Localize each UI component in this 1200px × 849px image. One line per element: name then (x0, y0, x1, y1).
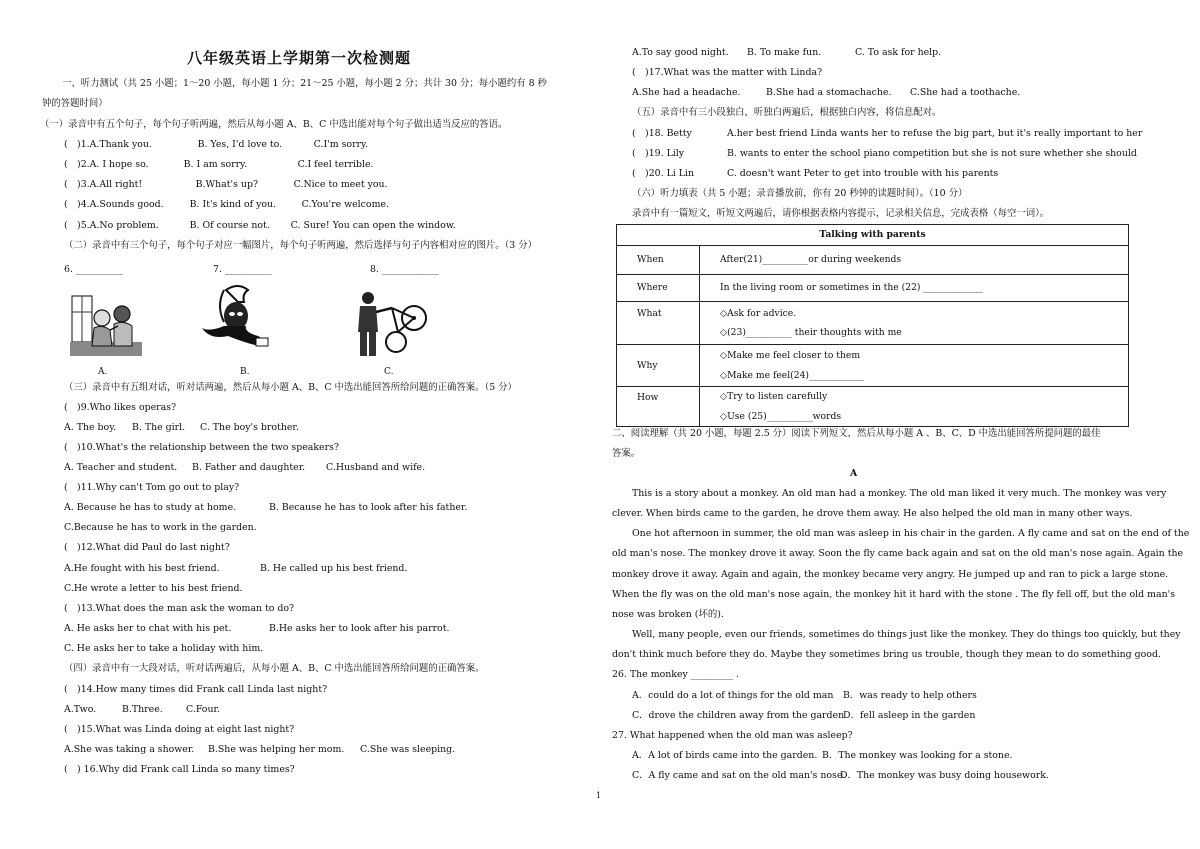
option-c: C.You're welcome. (301, 199, 389, 210)
why-item-2: ◇Make me feel(24)____________ (720, 369, 865, 381)
question-12-options (64, 559, 407, 579)
part-2-title-cont: 答案。 (612, 448, 641, 459)
passage-paragraph-3-cont: don't think much before they do. Maybe they sometimes bring us trouble, though they mean to do something good. (612, 649, 1161, 660)
option-a: A. The boy. (64, 422, 117, 433)
option-a: A．A lot of birds came into the garden. (632, 750, 818, 761)
question-26: 26. The monkey _________ . (612, 669, 739, 680)
question-27-options-ab (632, 746, 1013, 766)
passage-paragraph-2-cont: nose was broken (坏的). (612, 609, 724, 620)
passage-paragraph-2-cont: When the fly was on the old man's nose again, the monkey hit it hard with the stone . The fly fell off, but the old man's (612, 589, 1176, 600)
question-2 (64, 155, 374, 175)
option-b: B. Father and daughter. (192, 462, 306, 473)
question-number: ( )2. (64, 159, 90, 170)
question-number: ( )20. Li Lin (632, 168, 695, 179)
option-a: A. I hope so. (89, 159, 149, 170)
option-c: C．drove the children away from the garden (632, 710, 845, 721)
listening-intro-cont: 钟的答题时间） (42, 98, 108, 109)
question-16: ( ) 16.Why did Frank call Linda so many times? (64, 764, 295, 775)
question-4 (64, 195, 389, 215)
question-12-option-c: C.He wrote a letter to his best friend. (64, 583, 243, 594)
passage-paragraph-1-cont: clever. When birds came to the garden, he drove them away. He also helped the old man in many other ways. (612, 508, 1133, 519)
option-a: A．could do a lot of things for the old man (632, 690, 834, 701)
what-item-2: ◇(23)__________ their thoughts with me (720, 327, 902, 338)
section-3-title: （三）录音中有五组对话，听对话两遍，然后从每小题 A、B、C 中选出能回答所给问题的正确答案。（5 分） (64, 382, 517, 393)
option-a: A.All right! (89, 179, 143, 190)
question-26-options-cd (632, 706, 975, 726)
option-b: B. He called up his best friend. (260, 563, 408, 574)
row-value-how (700, 387, 1129, 427)
picture-a-children-image (70, 294, 142, 356)
question-9: ( )9.Who likes operas? (64, 402, 177, 413)
question-13-option-c: C. He asks her to take a holiday with him. (64, 643, 264, 654)
option-c: C.Four. (186, 704, 220, 715)
question-15: ( )15.What was Linda doing at eight last night? (64, 724, 295, 735)
row-label-why: Why (617, 345, 700, 387)
option-a: A.To say good night. (632, 47, 729, 58)
row-value-what (700, 302, 1129, 345)
blank-7: 7. __________ (213, 264, 272, 275)
option-c: C.I feel terrible. (297, 159, 374, 170)
section-1-title: （一）录音中有五个句子，每个句子听两遍，然后从每小题 A、B、C 中选出能对每个句子做出适当反应的答语。 (40, 119, 508, 130)
option-d: D．The monkey was busy doing housework. (840, 770, 1049, 781)
option-c: C.She was sleeping. (360, 744, 456, 755)
passage-label: A (850, 468, 858, 479)
passage-paragraph-2: One hot afternoon in summer, the old man was asleep in his chair in the garden. A fly came and sat on the end of the (632, 528, 1190, 539)
option-a: A. Because he has to study at home. (64, 502, 237, 513)
option-c: C. The boy's brother. (200, 422, 299, 433)
option-a: A.No problem. (89, 220, 159, 231)
passage-paragraph-3: Well, many people, even our friends, sometimes do things just like the monkey. They do things too quickly, but they (632, 629, 1181, 640)
option-c: C.Husband and wife. (326, 462, 426, 473)
option-a: A.Two. (64, 704, 97, 715)
option-a: A. He asks her to chat with his pet. (64, 623, 232, 634)
question-17-options (632, 83, 1020, 103)
row-label-what: What (617, 302, 700, 345)
picture-a-label: A. (98, 367, 108, 377)
table-header: Talking with parents (617, 225, 1129, 246)
question-11: ( )11.Why can't Tom go out to play? (64, 482, 240, 493)
option-d: D．fell asleep in the garden (843, 710, 976, 721)
option-c: C.I'm sorry. (313, 139, 369, 150)
question-number: ( )18. Betty (632, 128, 692, 139)
section-6-instructions: 录音中有一篇短文，听短文两遍后，请你根据表格内容提示，记录相关信息，完成表格（每空一词）。 (632, 208, 1050, 219)
question-19 (632, 144, 1137, 164)
option-b: B.She was helping her mom. (208, 744, 345, 755)
question-12: ( )12.What did Paul do last night? (64, 542, 230, 553)
option-a: A.Thank you. (89, 139, 152, 150)
option-c: C.She had a toothache. (910, 87, 1021, 98)
what-item-1: ◇Ask for advice. (720, 307, 797, 319)
question-20 (632, 164, 998, 184)
row-label-when: When (617, 246, 700, 275)
section-2-title: （二）录音中有三个句子，每个句子对应一幅图片，每个句子听两遍，然后选择与句子内容相对应的图片。（3 分） (64, 240, 538, 251)
picture-b-label: B. (240, 367, 250, 377)
picture-b-figure-image (198, 282, 272, 358)
question-number: ( )1. (64, 139, 90, 150)
option-c: C.Nice to meet you. (293, 179, 388, 190)
question-5 (64, 216, 456, 236)
option-a: A.He fought with his best friend. (64, 563, 220, 574)
option-b: B．The monkey was looking for a stone. (822, 750, 1013, 761)
question-27: 27. What happened when the old man was asleep? (612, 730, 853, 741)
question-11-option-c: C.Because he has to work in the garden. (64, 522, 257, 533)
option-b: B.He asks her to look after his parrot. (269, 623, 450, 634)
option-b: B.What's up? (195, 179, 258, 190)
option-c: C. To ask for help. (855, 47, 942, 58)
picture-c-label: C. (384, 367, 394, 377)
option-a: A.She was taking a shower. (64, 744, 195, 755)
row-value-where: In the living room or sometimes in the (22) _____________ (700, 275, 1129, 302)
match-option-a: A.her best friend Linda wants her to refuse the big part, but it's really important to her (727, 128, 1143, 139)
question-1 (64, 135, 368, 155)
question-number: ( )19. Lily (632, 148, 685, 159)
picture-c-bicycle-image (352, 288, 430, 358)
question-15-options (64, 740, 455, 760)
row-label-how: How (617, 387, 700, 427)
section-5-title: （五）录音中有三小段独白，听独白两遍后，根据独白内容，将信息配对。 (632, 107, 942, 118)
question-10-options (64, 458, 425, 478)
page-title: 八年级英语上学期第一次检测题 (187, 49, 412, 67)
option-b: B.She had a stomachache. (766, 87, 892, 98)
passage-paragraph-2-cont: monkey drove it away. Again and again, the monkey became very angry. He jumped up and ran to pick a large stone. (612, 569, 1169, 580)
row-value-why (700, 345, 1129, 387)
question-27-options-cd (632, 766, 1049, 786)
section-6-title: （六）听力填表（共 5 小题；录音播放前，你有 20 秒钟的读题时间）。（10 分） (632, 188, 968, 199)
option-b: B. To make fun. (747, 47, 822, 58)
option-c: C．A fly came and sat on the old man's nose. (632, 770, 846, 781)
passage-paragraph-1: This is a story about a monkey. An old man had a monkey. The old man liked it very much. The monkey was very (632, 488, 1167, 499)
option-b: B. Because he has to look after his father. (269, 502, 468, 513)
option-b: B. I am sorry. (183, 159, 248, 170)
question-number: ( )3. (64, 179, 90, 190)
page-number: 1 (596, 791, 602, 800)
option-c: C. Sure! You can open the window. (290, 220, 456, 231)
option-b: B. Of course not. (189, 220, 270, 231)
match-option-b: B. wants to enter the school piano competition but she is not sure whether she should (727, 148, 1137, 159)
question-9-options (64, 418, 299, 438)
question-26-options-ab (632, 686, 977, 706)
option-a: A. Teacher and student. (64, 462, 178, 473)
blank-8: 8. ____________ (370, 264, 439, 275)
why-item-1: ◇Make me feel closer to them (720, 350, 861, 361)
question-number: ( )5. (64, 220, 90, 231)
question-18 (632, 124, 1142, 144)
option-b: B. Yes, I'd love to. (197, 139, 283, 150)
question-13-options (64, 619, 449, 639)
question-16-options (632, 43, 941, 63)
part-2-title: 二、阅读理解（共 20 小题，每题 2.5 分）阅读下列短文，然后从每小题 A 、B、C、D 中选出能回答所提问题的最佳 (612, 428, 1101, 439)
option-b: B. It's kind of you. (189, 199, 277, 210)
question-14: ( )14.How many times did Frank call Linda last night? (64, 684, 328, 695)
question-number: ( )4. (64, 199, 90, 210)
question-11-options (64, 498, 467, 518)
question-14-options (64, 700, 220, 720)
option-b: B．was ready to help others (843, 690, 977, 701)
how-item-1: ◇Try to listen carefully (720, 391, 828, 402)
how-item-2: ◇Use (25)__________words (720, 410, 842, 422)
option-b: B. The girl. (132, 422, 186, 433)
option-a: A.She had a headache. (632, 87, 741, 98)
section-4-title: （四）录音中有一大段对话，听对话两遍后，从每小题 A、B、C 中选出能回答所给问题的正确答案。 (64, 663, 485, 674)
option-a: A.Sounds good. (89, 199, 164, 210)
row-value-when: After(21)__________or during weekends (700, 246, 1129, 275)
question-10: ( )10.What's the relationship between the two speakers? (64, 442, 339, 453)
question-3 (64, 175, 388, 195)
match-option-c: C. doesn't want Peter to get into trouble with his parents (727, 168, 999, 179)
question-13: ( )13.What does the man ask the woman to do? (64, 603, 295, 614)
question-17: ( )17.What was the matter with Linda? (632, 67, 823, 78)
listening-intro: 一、听力测试（共 25 小题；1～20 小题，每小题 1 分；21～25 小题，每小题 2 分；共计 30 分；每小题约有 8 秒 (62, 78, 547, 89)
blank-6: 6. __________ (64, 264, 123, 275)
talking-with-parents-table (616, 224, 1129, 427)
row-label-where: Where (617, 275, 700, 302)
option-b: B.Three. (122, 704, 163, 715)
passage-paragraph-2-cont: old man's nose. The monkey drove it away. Soon the fly came back again and sat on the old man's nose again. Again the (612, 548, 1184, 559)
